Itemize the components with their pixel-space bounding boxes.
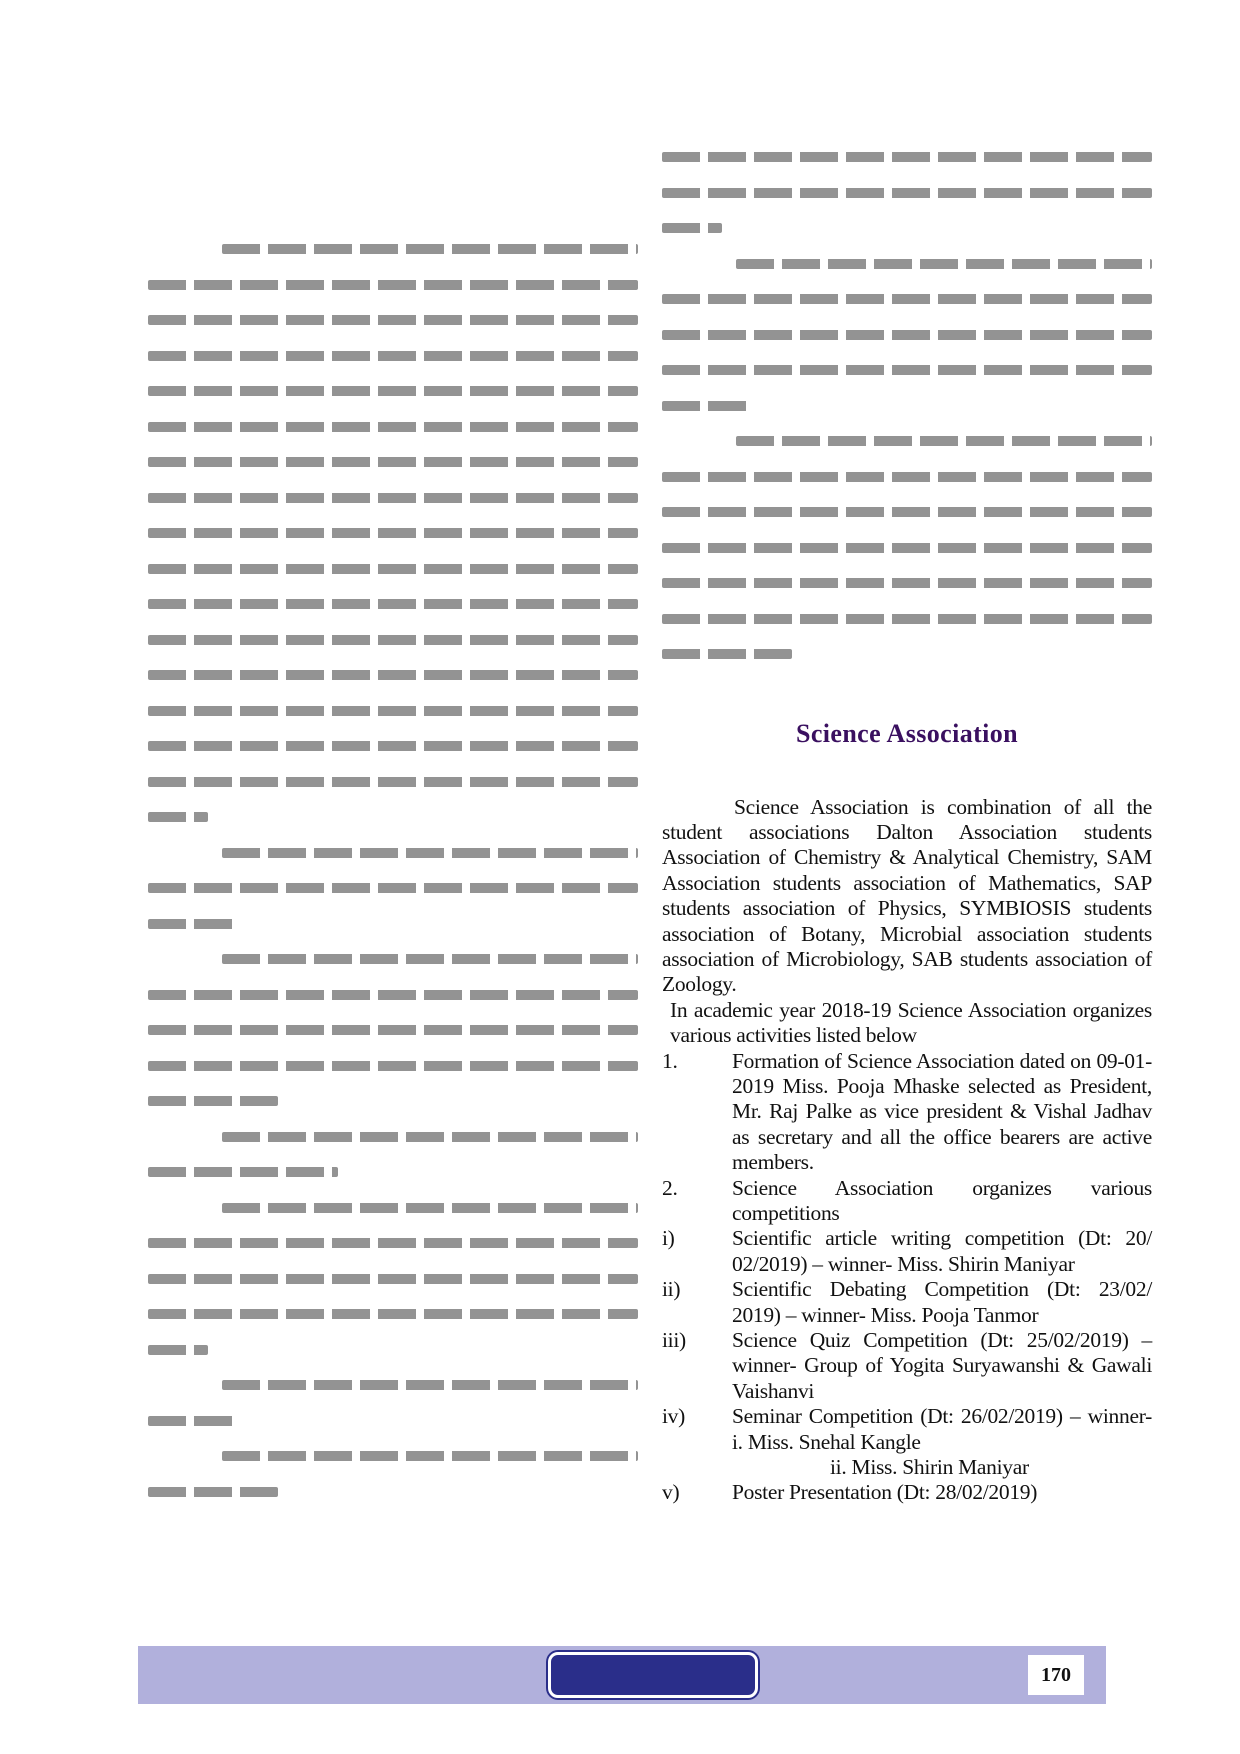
marathi-text-line: [148, 552, 638, 588]
marathi-text-line: [148, 1262, 638, 1298]
page-number: 170: [1028, 1655, 1084, 1695]
list-item-main-text: Scientific Debating Competition (Dt: 23/02/ 2019) – winner- Miss. Pooja Tanmor: [732, 1277, 1152, 1327]
marathi-text-line: [148, 1333, 638, 1369]
marathi-text-line: [148, 765, 638, 801]
list-item-main-text: Seminar Competition (Dt: 26/02/2019) – winner- i. Miss. Snehal Kangle: [732, 1404, 1152, 1454]
marathi-text-line: [662, 282, 1152, 318]
list-marker: iii): [662, 1328, 686, 1353]
marathi-paragraph: [148, 1368, 638, 1439]
marathi-text-line: [662, 495, 1152, 531]
list-marker: ii): [662, 1277, 681, 1302]
marathi-paragraph: [662, 424, 1152, 673]
list-item: [662, 1226, 1152, 1277]
list-marker: v): [662, 1480, 680, 1505]
left-column: [148, 140, 638, 1510]
marathi-text-line: [148, 907, 638, 943]
marathi-text-line: [148, 1084, 638, 1120]
marathi-text-line: [148, 1191, 638, 1227]
science-association-title: Science Association: [795, 718, 1019, 748]
list-item: [662, 1480, 1152, 1505]
marathi-text-line: [148, 374, 638, 410]
marathi-text-line: [148, 445, 638, 481]
list-item-text: [732, 1404, 1152, 1480]
marathi-text-line: [662, 211, 1152, 247]
marathi-paragraph: [148, 1439, 638, 1510]
marathi-text-line: [148, 729, 638, 765]
list-item-text: [732, 1480, 1152, 1505]
marathi-text-line: [148, 1368, 638, 1404]
marathi-paragraph: [148, 942, 638, 1120]
science-association-intro: [662, 795, 1152, 998]
list-marker: 1.: [662, 1048, 678, 1073]
marathi-text-line: [148, 1155, 638, 1191]
marathi-text-line: [148, 516, 638, 552]
list-item-text: [732, 1328, 1152, 1404]
list-marker: iv): [662, 1404, 685, 1429]
marathi-text-line: [148, 978, 638, 1014]
list-item: [662, 1404, 1152, 1480]
list-item-main-text: Science Association organizes various competitions: [732, 1175, 1152, 1225]
academic-year-line: In academic year 2018-19 Science Association organizes various activities listed below: [670, 997, 1152, 1048]
marathi-text-line: [148, 1475, 638, 1511]
marathi-text-line: [148, 1120, 638, 1156]
marathi-article-body: [148, 232, 638, 1510]
marathi-text-line: [662, 637, 1152, 673]
marathi-paragraph: [662, 140, 1152, 247]
list-item: [662, 1328, 1152, 1404]
marathi-text-line: [148, 1404, 638, 1440]
marathi-text-line: [662, 566, 1152, 602]
marathi-text-line: [662, 353, 1152, 389]
marathi-text-line: [148, 658, 638, 694]
journal-title-badge: [548, 1652, 758, 1698]
list-item-text: [732, 1277, 1152, 1328]
list-item-text: [732, 1226, 1152, 1277]
marathi-text-line: [662, 460, 1152, 496]
marathi-text-line: [148, 871, 638, 907]
marathi-text-line: [148, 623, 638, 659]
marathi-text-line: [148, 1439, 638, 1475]
marathi-text-line: [662, 424, 1152, 460]
activity-list: [662, 1049, 1152, 1506]
marathi-paragraph: [148, 232, 638, 836]
marathi-text-line: [148, 232, 638, 268]
marathi-text-line: [148, 1049, 638, 1085]
list-item: [662, 1277, 1152, 1328]
marathi-text-line: [662, 531, 1152, 567]
marathi-text-line: [148, 1297, 638, 1333]
list-marker: i): [662, 1226, 675, 1251]
marathi-text-line: [662, 140, 1152, 176]
list-item-main-text: Poster Presentation (Dt: 28/02/2019): [732, 1480, 1038, 1505]
marathi-text-line: [148, 410, 638, 446]
list-item: [662, 1049, 1152, 1176]
page-header: [148, 40, 1094, 100]
list-item-main-text: Science Quiz Competition (Dt: 25/02/2019) – winner- Group of Yogita Suryawanshi & Gawali Vaishanvi: [732, 1328, 1152, 1403]
marathi-paragraph: [662, 247, 1152, 425]
marathi-text-line: [148, 800, 638, 836]
marathi-paragraph: [148, 836, 638, 943]
marathi-text-line: [662, 602, 1152, 638]
marathi-text-line: [148, 587, 638, 623]
marathi-text-line: [148, 339, 638, 375]
marathi-text-line: [662, 389, 1152, 425]
marathi-text-line: [148, 303, 638, 339]
marathi-text-line: [148, 694, 638, 730]
list-item-text: [732, 1176, 1152, 1227]
marathi-text-line: [148, 1013, 638, 1049]
marathi-text-line: [662, 247, 1152, 283]
list-marker: 2.: [662, 1175, 678, 1200]
marathi-paragraph: [148, 1120, 638, 1191]
list-item-main-text: Formation of Science Association dated on 09-01-2019 Miss. Pooja Mhaske selected as President, Mr. Raj Palke as vice president & Vishal Jadhav as secretary and all the office bearers are active members.: [732, 1048, 1152, 1175]
marathi-text-line: [148, 836, 638, 872]
marathi-text-line: [148, 1226, 638, 1262]
footer-bar: [138, 1646, 1106, 1704]
marathi-paragraph: [148, 1191, 638, 1369]
marathi-text-line: [662, 318, 1152, 354]
intro-text: Science Association is combination of all the student associations Dalton Association students Association of Chemistry & Analytical Chemistry, SAM Association students association of Mathematics, SAP students association of Physics, SYMBIOSIS students association of Botany, Microbial association students association of Microbiology, SAB students association of Zoology.: [662, 794, 1152, 997]
marathi-text-line: [148, 481, 638, 517]
marathi-article-continuation: [662, 140, 1152, 673]
marathi-heading-placeholder: [148, 152, 638, 182]
right-column: [662, 140, 1152, 1506]
marathi-text-line: [662, 176, 1152, 212]
marathi-text-line: [148, 942, 638, 978]
list-item: [662, 1176, 1152, 1227]
marathi-text-line: [148, 268, 638, 304]
list-item-main-text: Scientific article writing competition (Dt: 20/ 02/2019) – winner- Miss. Shirin Maniyar: [732, 1226, 1152, 1276]
list-item-text: [732, 1049, 1152, 1176]
list-item-sub-text: ii. Miss. Shirin Maniyar: [830, 1455, 1029, 1480]
